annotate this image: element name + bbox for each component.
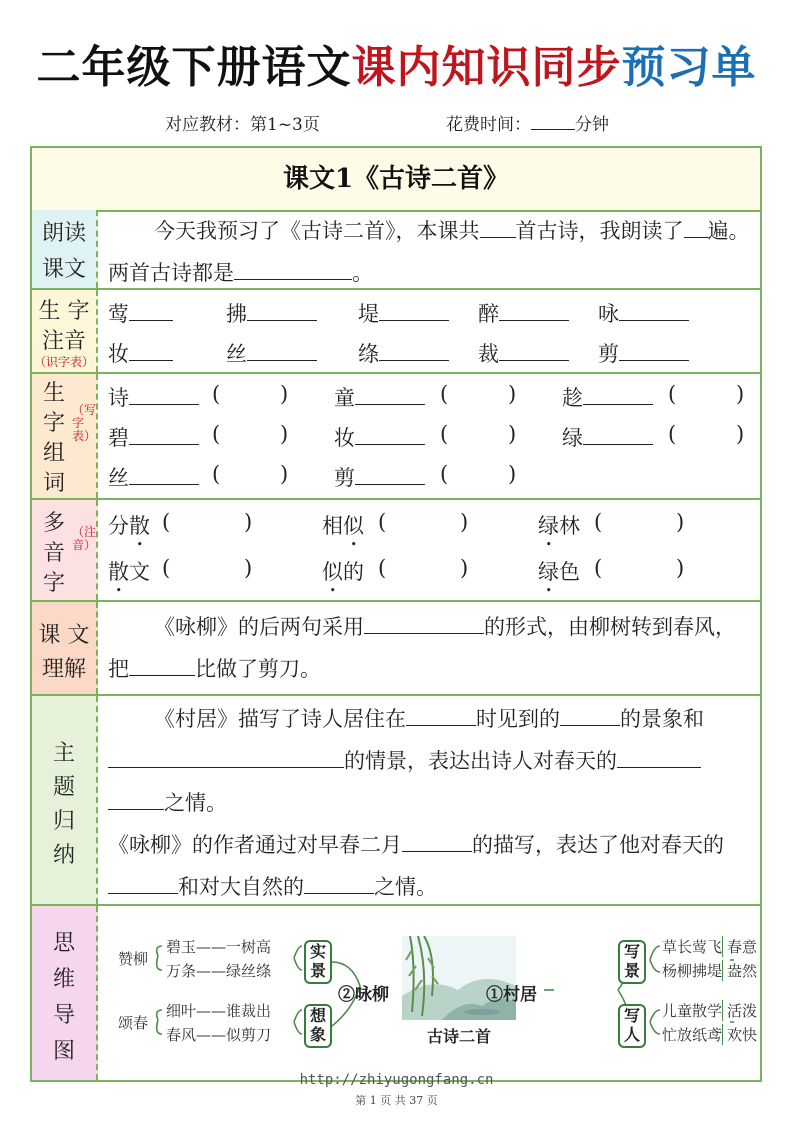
mindmap-section [32,906,760,1080]
polyphone-item: 分散 [108,514,150,538]
title-part-grade: 二年级下册语文 [36,42,352,93]
theme-section [32,696,760,906]
word-item: 丝 [108,462,199,492]
theme-label: 主 题 归 纳 [32,696,98,904]
title-part-sync: 课内知识同步 [351,42,622,93]
word-item: 诗 [108,382,199,412]
reading-label: 朗读 课文 [32,210,98,288]
pinyin-item: 堤 [358,298,449,328]
polyphone-item: 绿林 [538,514,580,538]
read-times-blank[interactable] [684,216,708,238]
textbook-pages: 对应教材：第1~3页 [165,115,320,135]
pinyin-item: 绦 [358,338,449,368]
mindmap-line: 春风——似剪刀 [166,1026,272,1044]
polyphone-item: 似的 [322,560,364,584]
words-section: 生 字 组 词 （写字表） 诗 ( ) 童 ( ) 趁 ( ) 碧 ( ) 妆 ( ) 绿 ( ) 丝 ( ) 剪 ( ) [32,374,760,500]
poem-type-blank[interactable] [234,258,352,280]
pinyin-section [32,290,760,374]
word-item: 剪 [334,462,425,492]
mindmap-line: 碧玉——一树高 [166,938,272,956]
mindmap-poem-cunju: ①村居 [486,985,537,1005]
reading-section [32,210,760,290]
polyphone-item: 散文 [108,560,150,584]
mindmap-summary: 春意 [722,936,757,957]
pinyin-item: 妆 [108,338,173,368]
poem-count-blank[interactable] [480,216,516,238]
mindmap-line: 杨柳拂堤 [662,962,723,980]
footer-page-number: 第 1 页 共 37 页 [355,1094,438,1107]
mindmap-box-people: 写人 [618,1004,646,1048]
polyphone-item: 相似 [322,514,364,538]
word-item: 碧 [108,422,199,452]
word-item: 趁 [562,382,653,412]
mindmap-line: 忙放纸鸢 [662,1026,723,1044]
pinyin-item: 咏 [598,298,689,328]
pinyin-item: 拂 [226,298,317,328]
mindmap-summary: 活泼 [722,1000,757,1021]
mindmap-line: 万条——绿丝绦 [166,962,272,980]
mindmap-line: 细叶——谁裁出 [166,1002,272,1020]
mindmap-label: 思 维 导 图 [32,906,98,1080]
lesson-title: 课文1《古诗二首》 [32,148,760,212]
landscape-illustration [402,936,516,1020]
pinyin-label: 生 字 注音 （识字表） [32,290,98,372]
comprehension-text: 《咏柳》的后两句采用 的形式，由柳树转到春风，把 比做了剪刀。 [108,606,754,690]
polyphone-label: 多 音 字 （注音） [32,500,98,600]
time-label: 花费时间： [446,115,531,135]
time-blank[interactable] [531,112,575,130]
word-item: 绿 [562,422,653,452]
word-item: 童 [334,382,425,412]
time-spent [446,110,609,135]
mindmap-line: 儿童散学 [662,1002,723,1020]
footer-url[interactable]: http://zhiyugongfang.cn [299,1072,494,1088]
mindmap-left-top-group: 赞柳 [118,950,149,968]
mindmap-line: 草长莺飞 [662,938,723,956]
mindmap-left-bottom-group: 颂春 [118,1014,149,1032]
mindmap-poem-yongliu: ②咏柳 [338,985,389,1005]
page-title [0,38,793,98]
metaphor-blank[interactable] [129,654,195,676]
word-item: 妆 [334,422,425,452]
pinyin-item: 裁 [478,338,569,368]
theme-text: 《村居》描写了诗人居住在 时见到的 的景象和的情景，表达出诗人对春天的之情。 《咏柳》的作者通过对早春二月 的描写，表达了他对春天的和对大自然的 之情。 [108,698,754,908]
pinyin-item: 莺 [108,298,173,328]
polyphone-item: 绿色 [538,560,580,584]
title-part-preview: 预习单 [621,42,757,93]
mindmap-summary: 盎然 [722,960,757,981]
reading-text: 今天我预习了《古诗二首》，本课共 首古诗，我朗读了 遍。两首古诗都是 。 [108,210,754,294]
polyphone-section: 多 音 字 （注音） 分散 ( ) 相似 ( ) 绿林 ( ) 散文 ( ) 似的 ( ) 绿色 ( ) [32,500,760,602]
comprehension-label: 课 文 理解 [32,602,98,694]
mindmap-summary: 欢快 [722,1024,757,1045]
mindmap-box-real-scene: 实景 [304,940,332,984]
pinyin-item: 丝 [226,338,317,368]
time-unit: 分钟 [575,115,609,135]
form-blank[interactable] [364,612,484,634]
worksheet [30,146,762,1082]
mindmap-box-scenery: 写景 [618,940,646,984]
mindmap-center-title: 古诗二首 [426,1027,491,1046]
pinyin-item: 醉 [478,298,569,328]
pinyin-item: 剪 [598,338,689,368]
comprehension-section [32,602,760,696]
words-label: 生 字 组 词 （写字表） [32,374,98,498]
mindmap-box-imagination: 想象 [304,1004,332,1048]
